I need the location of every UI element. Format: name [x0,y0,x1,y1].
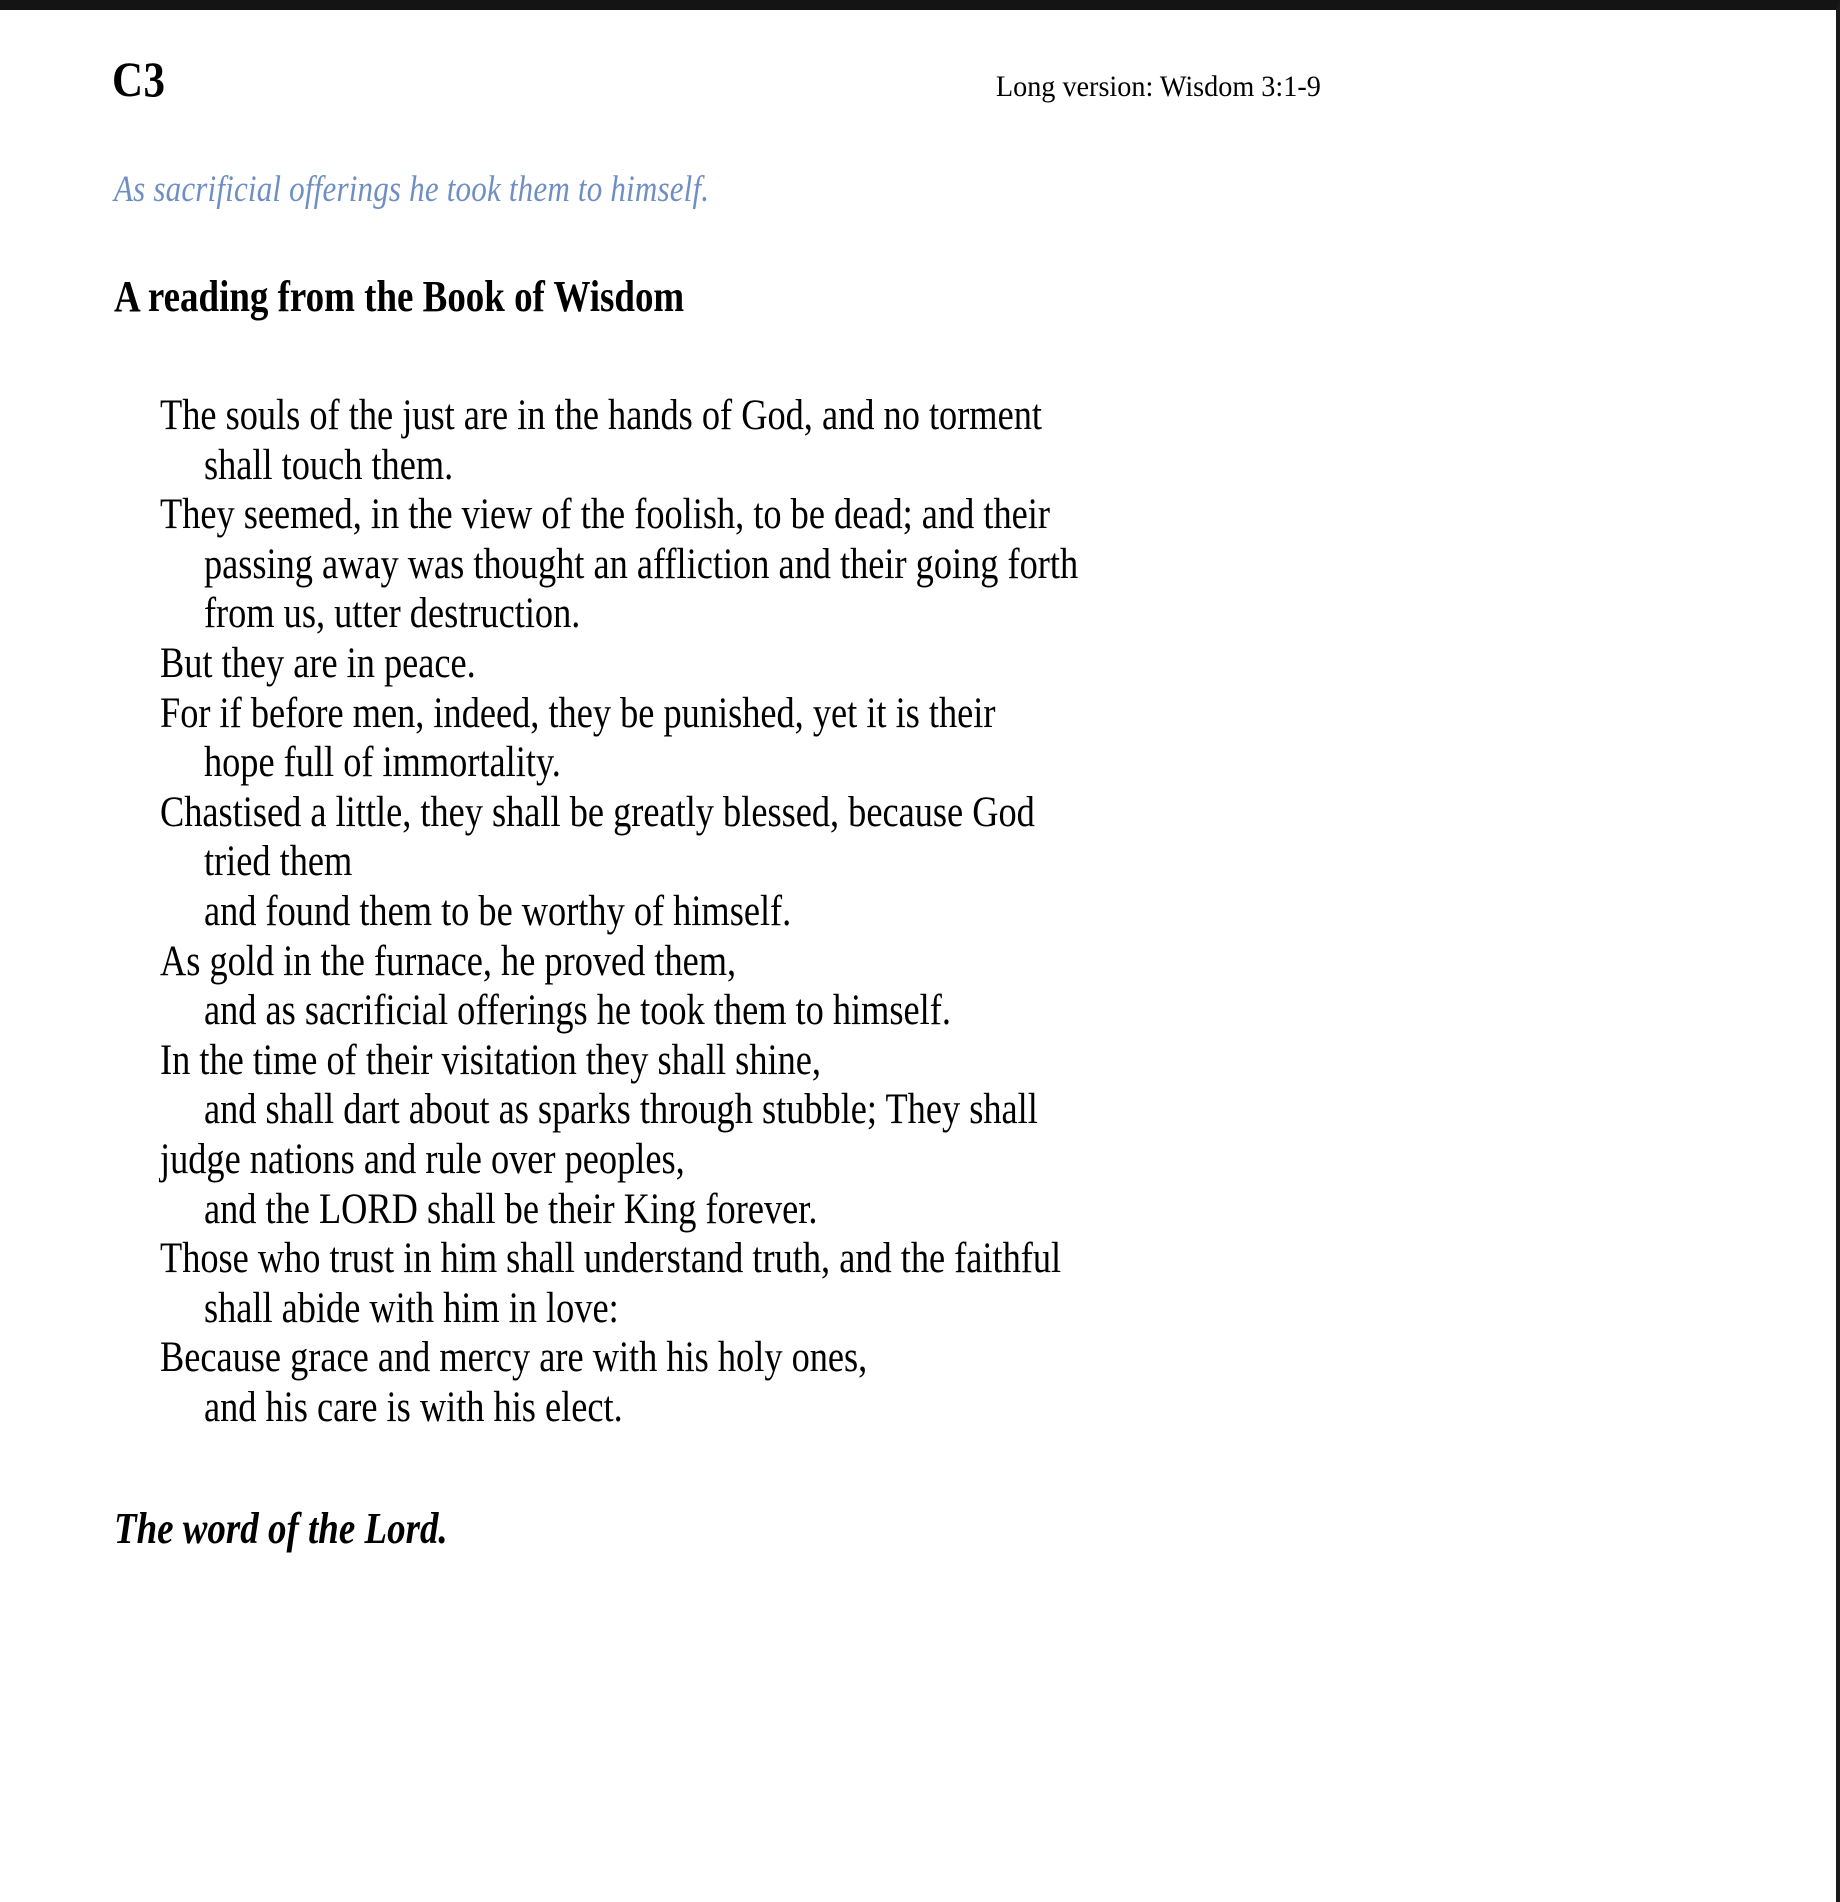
scripture-line: and his care is with his elect. [203,1383,623,1431]
page-content [0,10,1836,1902]
scripture-line: Chastised a little, they shall be greatly blessed, because God [160,788,1035,836]
reading-heading: A reading from the Book of Wisdom [114,271,685,321]
card-code: C3 [112,51,166,107]
scripture-line: In the time of their visitation they shall shine, [160,1036,821,1084]
scripture-line: judge nations and rule over peoples, [160,1135,685,1183]
scripture-line: For if before men, indeed, they be punished, yet it is their [160,689,996,737]
scripture-line: and as sacrificial offerings he took them to himself. [203,987,951,1035]
scripture-line: and shall dart about as sparks through stubble; They shall [203,1086,1038,1134]
scripture-line: shall touch them. [203,441,454,489]
scripture-line: They seemed, in the view of the foolish, to be dead; and their [160,491,1050,539]
scripture-line: Because grace and mercy are with his holy ones, [160,1334,868,1382]
scripture-line: Those who trust in him shall understand truth, and the faithful [160,1235,1062,1283]
antiphon-text: As sacrificial offerings he took them to himself. [114,169,710,210]
scripture-line: and found them to be worthy of himself. [203,888,792,936]
closing-acclamation: The word of the Lord. [114,1503,448,1553]
page-header [112,51,1746,132]
scripture-line: from us, utter destruction. [203,590,581,638]
scripture-body [160,391,1746,1432]
scripture-line: But they are in peace. [160,640,476,688]
scripture-line: hope full of immortality. [203,739,561,787]
scripture-line: and the LORD shall be their King forever. [203,1185,818,1233]
scripture-line: shall abide with him in love: [203,1284,619,1332]
scripture-line: The souls of the just are in the hands of God, and no torment [160,392,1042,440]
scripture-line: passing away was thought an affliction and their going forth [203,540,1079,588]
scripture-line: As gold in the furnace, he proved them, [160,937,737,985]
version-reference: Long version: Wisdom 3:1-9 [996,70,1322,103]
scripture-line: tried them [203,838,353,886]
